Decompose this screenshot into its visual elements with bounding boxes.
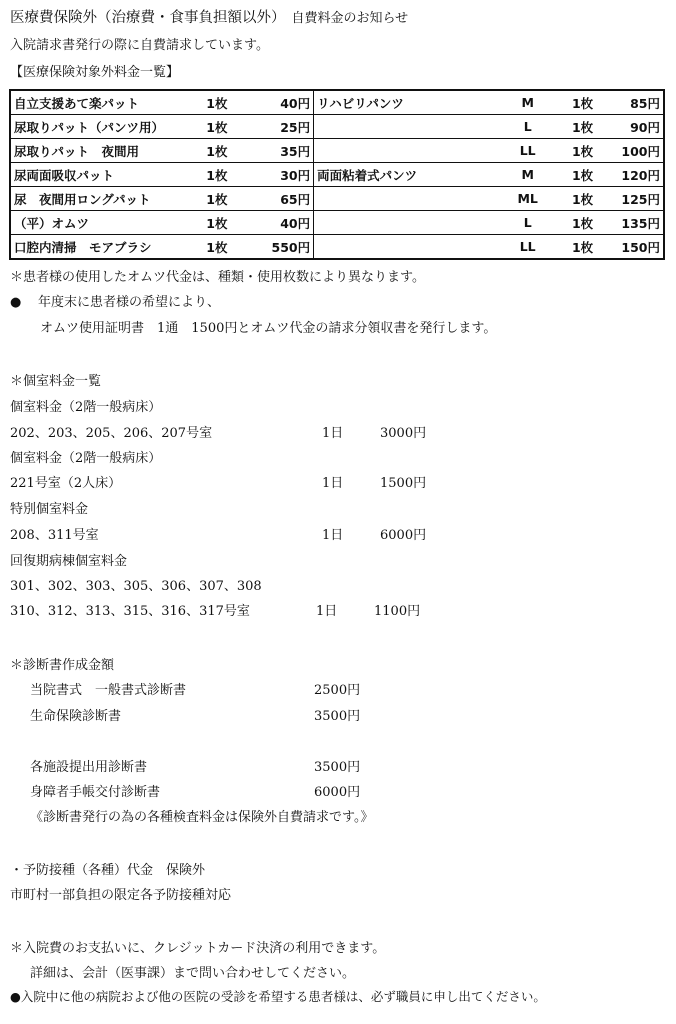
table-row (10, 90, 664, 115)
fee-item-price: 30円 (258, 163, 313, 187)
fee-item-name: 尿 夜間用ロングパット (10, 187, 203, 211)
title-main: 医療費保険外（治療費・食事負担額以外） (10, 10, 286, 26)
table-row (10, 187, 664, 211)
pants-item-name: 両面粘着式パンツ (314, 163, 499, 187)
certificate-price: 6000円 (314, 785, 361, 800)
fee-item-qty: 1枚 (203, 90, 258, 115)
fee-item-price: 25円 (258, 115, 313, 139)
vaccination-line1: ・予防接種（各種）代金 保険外 (10, 863, 206, 878)
table-row (10, 115, 664, 139)
pants-price: 85円 (608, 90, 664, 115)
room-numbers: 208、311号室 (10, 528, 99, 543)
pants-item-name (314, 235, 499, 260)
certificates-heading: ＊診断書作成金額 (10, 658, 115, 673)
certificate-name: 身障者手帳交付診断書 (30, 785, 161, 800)
diaper-note: ＊患者様の使用したオムツ代金は、種類・使用枚数により異なります。 (10, 270, 425, 285)
pants-size: LL (498, 235, 557, 260)
certificate-name: 生命保険診断書 (30, 709, 122, 724)
room-unit: 1日 (322, 426, 344, 441)
fee-item-qty: 1枚 (203, 163, 258, 187)
room-price: 1500円 (380, 476, 427, 491)
fee-item-name: 自立支援あて楽パット (10, 90, 203, 115)
other-hospital-text: 入院中に他の病院および他の医院の受診を希望する患者様は、必ず職員に申し出てください。 (20, 989, 546, 1004)
fee-item-qty: 1枚 (203, 115, 258, 139)
fee-item-price: 40円 (258, 211, 313, 235)
pants-qty: 1枚 (557, 90, 608, 115)
certificates-note: 《診断書発行の為の各種検査料金は保険外自費請求です。》 (30, 810, 374, 825)
pants-size: M (498, 90, 557, 115)
pants-size: L (498, 115, 557, 139)
room-unit: 1日 (316, 604, 338, 619)
pants-qty: 1枚 (557, 139, 608, 163)
pants-qty: 1枚 (557, 235, 608, 260)
pants-size: LL (498, 139, 557, 163)
pants-price: 120円 (608, 163, 664, 187)
pants-item-name: リハビリパンツ (314, 90, 499, 115)
pants-price: 125円 (608, 187, 664, 211)
fee-item-qty: 1枚 (203, 211, 258, 235)
year-end-text1: 年度末に患者様の希望により、 (38, 295, 221, 310)
certificate-price: 3500円 (314, 760, 361, 775)
fee-item-price: 35円 (258, 139, 313, 163)
room-numbers: 310、312、313、315、316、317号室 (10, 604, 250, 619)
certificate-name: 各施設提出用診断書 (30, 760, 148, 775)
pants-price: 135円 (608, 211, 664, 235)
pants-item-name (314, 211, 499, 235)
other-hospital-notice (10, 987, 546, 1005)
pants-size: M (498, 163, 557, 187)
room-category: 個室料金（2階一般病床） (10, 400, 162, 415)
payment-line1: ＊入院費のお支払いに、クレジットカード決済の利用できます。 (10, 941, 386, 956)
year-end-line1 (10, 291, 220, 310)
table-row (10, 163, 664, 187)
fee-item-name: 尿取りパット（パンツ用） (10, 115, 203, 139)
fee-item-price: 550円 (258, 235, 313, 260)
room-price: 6000円 (380, 528, 427, 543)
table-row (10, 139, 664, 163)
room-numbers: 301、302、303、305、306、307、308 (10, 579, 262, 594)
pants-price: 100円 (608, 139, 664, 163)
fee-item-price: 65円 (258, 187, 313, 211)
room-category: 特別個室料金 (10, 502, 89, 517)
certificate-name: 当院書式 一般書式診断書 (30, 683, 187, 698)
bullet-icon: ● (10, 295, 22, 310)
fee-item-name: （平）オムツ (10, 211, 203, 235)
table-row (10, 211, 664, 235)
room-category: 回復期病棟個室料金 (10, 554, 128, 569)
vaccination-line2: 市町村一部負担の限定各予防接種対応 (10, 888, 232, 903)
fee-item-name: 尿両面吸収パット (10, 163, 203, 187)
fee-item-price: 40円 (258, 90, 313, 115)
pants-qty: 1枚 (557, 163, 608, 187)
pants-price: 90円 (608, 115, 664, 139)
fee-list-heading: 【医療保険対象外料金一覧】 (10, 65, 180, 80)
room-price: 3000円 (380, 426, 427, 441)
fee-item-qty: 1枚 (203, 187, 258, 211)
room-unit: 1日 (322, 528, 344, 543)
subtitle: 入院請求書発行の際に自費請求しています。 (10, 38, 269, 53)
room-unit: 1日 (322, 476, 344, 491)
pants-item-name (314, 187, 499, 211)
pants-qty: 1枚 (557, 115, 608, 139)
pants-item-name (314, 115, 499, 139)
certificate-price: 2500円 (314, 683, 361, 698)
pants-qty: 1枚 (557, 211, 608, 235)
bullet-icon: ● (10, 989, 21, 1004)
fee-table (9, 89, 665, 260)
fee-item-qty: 1枚 (203, 139, 258, 163)
room-fees-heading: ＊個室料金一覧 (10, 374, 102, 389)
page-title (10, 6, 408, 27)
pants-price: 150円 (608, 235, 664, 260)
payment-line2: 詳細は、会計（医事課）まで問い合わせしてください。 (30, 966, 356, 981)
title-suffix: 自費料金のお知らせ (291, 11, 409, 26)
certificate-price: 3500円 (314, 709, 361, 724)
table-row (10, 235, 664, 260)
fee-table-body (10, 90, 664, 259)
room-numbers: 202、203、205、206、207号室 (10, 426, 213, 441)
pants-size: ML (498, 187, 557, 211)
room-price: 1100円 (374, 604, 421, 619)
room-category: 個室料金（2階一般病床） (10, 451, 162, 466)
fee-item-name: 口腔内清掃 モアブラシ (10, 235, 203, 260)
year-end-line2: オムツ使用証明書 1通 1500円とオムツ代金の請求分領収書を発行します。 (40, 321, 497, 336)
room-numbers: 221号室（2人床） (10, 476, 122, 491)
pants-qty: 1枚 (557, 187, 608, 211)
pants-item-name (314, 139, 499, 163)
pants-size: L (498, 211, 557, 235)
fee-item-name: 尿取りパット 夜間用 (10, 139, 203, 163)
fee-item-qty: 1枚 (203, 235, 258, 260)
